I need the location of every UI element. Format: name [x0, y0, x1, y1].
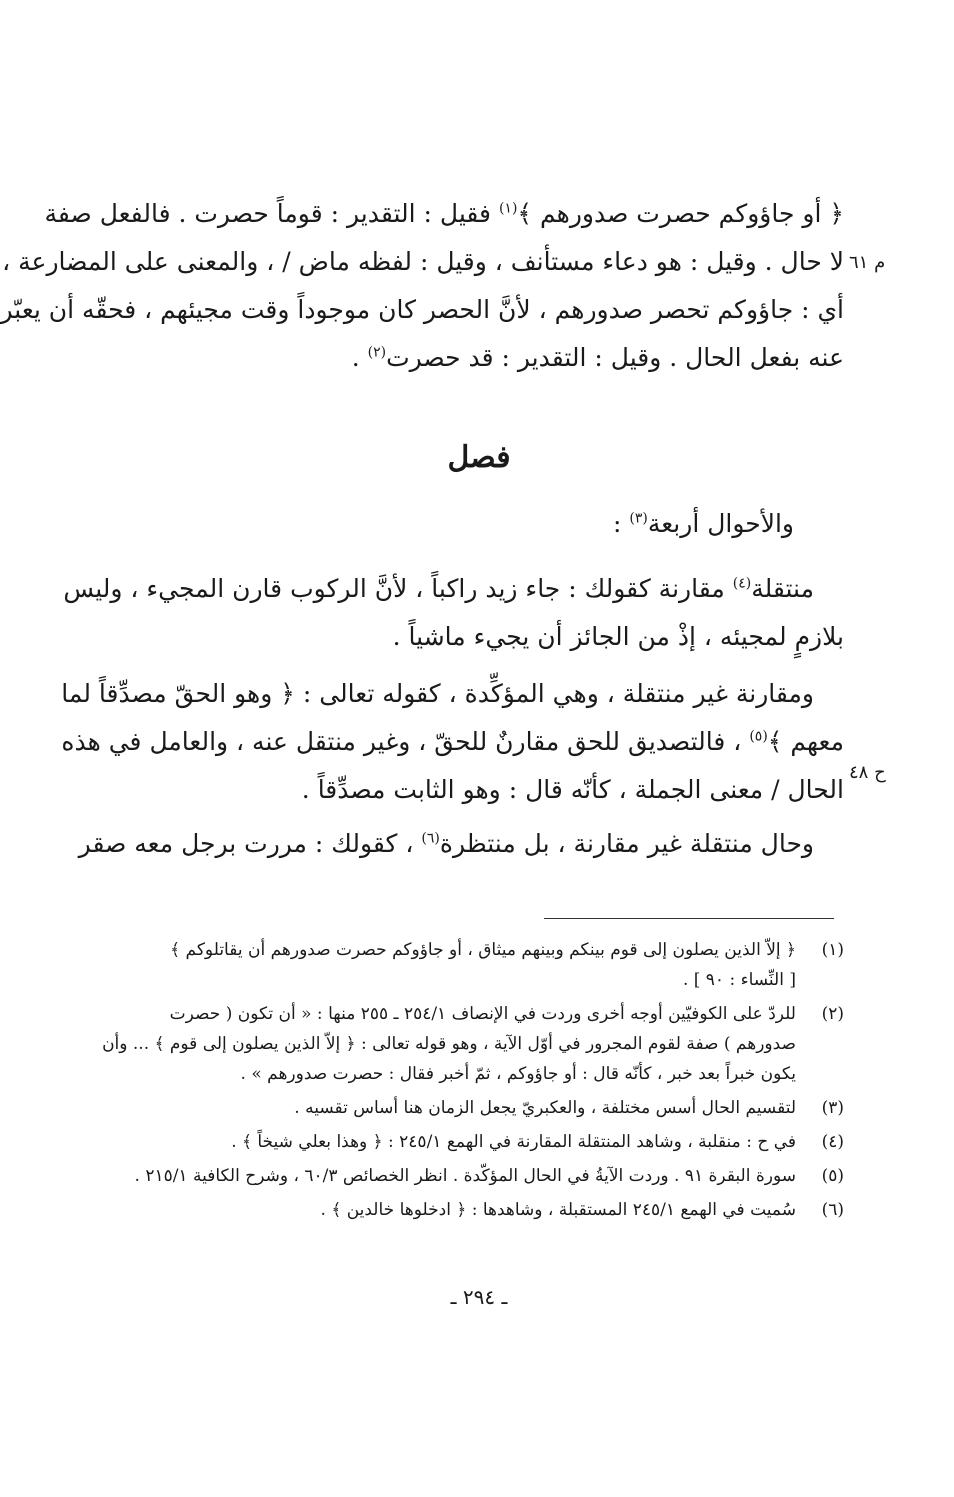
margin-note-m61: م ٦١ [849, 252, 886, 273]
footnote-ref: (١) [498, 200, 518, 217]
footnote-number: (٣) [821, 1098, 844, 1118]
footnote-ref: (٦) [421, 830, 440, 847]
footnote-number: (١) [821, 940, 844, 960]
page-number: ـ ٢٩٤ ـ [450, 1285, 508, 1309]
footnote-text: لتقسيم الحال أسس مختلفة ، والعكبريّ يجعل الزمان هنا أساس تقسيه . [294, 1098, 796, 1118]
footnote-text: سورة البقرة ٩١ . وردت الآيةُ في الحال المؤكّدة . انظر الخصائص ٦٠/٣ ، وشرح الكافية ٢١٥/١ . [134, 1166, 796, 1186]
text-line: لا حال . وقيل : هو دعاء مستأنف ، وقيل : لفظه ماض / ، والمعنى على المضارعة ، [2, 247, 844, 276]
footnote-5 [114, 1161, 844, 1191]
text-line: وحال منتقلة غير مقارنة ، بل منتظرة$^{(٦)}$ ، كقولك : مررت برجل معه صقر [78, 829, 814, 858]
footnote-ref: (٥) [749, 728, 768, 745]
footnote-3 [114, 1093, 844, 1123]
footnote-text: في ح : منقلبة ، وشاهد المنتقلة المقارنة في الهمع ٢٤٥/١ : ﴿ وهذا بعلي شيخاً ﴾ . [231, 1132, 796, 1152]
footnote-1-cont [114, 965, 844, 995]
footnote-text: سُميت في الهمع ٢٤٥/١ المستقبلة ، وشاهدها : ﴿ ادخلوها خالدين ﴾ . [320, 1200, 796, 1220]
margin-note-h48: ح ٤٨ [849, 762, 886, 783]
paragraph-2 [114, 500, 844, 548]
footnote-number: (٤) [821, 1132, 844, 1152]
text-line: معهم ﴾$^{(٥)}$ ، فالتصديق للحق مقارنٌ للحقّ ، وغير منتقل عنه ، والعامل في هذه [61, 727, 844, 756]
text-line: ﴿ أو جاؤوكم حصرت صدورهم ﴾$^{(١)}$ فقيل : التقدير : قوماً حصرت . فالفعل صفة [44, 199, 844, 228]
footnote-text: صدورهم ) صفة لقوم المجرور في أوّل الآية ، وهو قوله تعالى : ﴿ إلاّ الذين يصلون إلى قوم ﴾ ... وأن [102, 1034, 796, 1054]
text-line: منتقلة$^{(٤)}$ مقارنة كقولك : جاء زيد راكباً ، لأنَّ الركوب قارن المجيء ، وليس [63, 574, 814, 603]
footnote-number: (٦) [821, 1200, 844, 1220]
text-line: عنه بفعل الحال . وقيل : التقدير : قد حصرت$^{(٢)}$ . [351, 343, 844, 372]
footnote-text: ﴿ إلاّ الذين يصلون إلى قوم بينكم وبينهم ميثاق ، أو جاؤوكم حصرت صدورهم أن يقاتلوكم ﴾ [170, 940, 796, 960]
footnote-6 [114, 1195, 844, 1225]
footnote-2-cont [102, 1029, 844, 1059]
footnote-4 [114, 1127, 844, 1157]
text-line: بلازمٍ لمجيئه ، إذْ من الجائز أن يجيء ماشياً . [392, 622, 844, 651]
footnote-2-cont [114, 1059, 844, 1089]
footnote-text: يكون خبراً بعد خبر ، كأنّه قال : أو جاؤوكم ، ثمّ أخبر فقال : حصرت صدورهم » . [240, 1064, 796, 1084]
footnote-ref: (٣) [629, 510, 648, 527]
footnote-ref: (٤) [732, 575, 752, 592]
footnote-separator [544, 918, 834, 919]
paragraph-5 [78, 820, 844, 868]
footnote-ref: (٢) [367, 344, 387, 361]
footnote-text: للردّ على الكوفيّين أوجه أخرى وردت في الإنصاف ٢٥٤/١ ـ ٢٥٥ منها : « أن تكون ( حصرت [169, 1004, 796, 1024]
text-line: الحال / معنى الجملة ، كأنّه قال : وهو الثابت مصدِّقاً . [301, 775, 844, 804]
paragraph-4 [61, 670, 844, 814]
footnote-number: (٢) [821, 1004, 844, 1024]
footnote-2 [114, 999, 844, 1029]
paragraph-1 [0, 190, 844, 382]
text-line: أي : جاؤوكم تحصر صدورهم ، لأنَّ الحصر كان موجوداً وقت مجيئهم ، فحقّه أن يعبّر [0, 295, 844, 324]
footnote-text: [ النِّساء : ٩٠ ] . [682, 970, 796, 990]
section-heading: فصل [447, 440, 511, 475]
text-line: والأحوال أربعة$^{(٣)}$ : [613, 509, 794, 538]
text-line: ومقارنة غير منتقلة ، وهي المؤكِّدة ، كقوله تعالى : ﴿ وهو الحقّ مصدِّقاً لما [61, 679, 814, 708]
footnote-number: (٥) [821, 1166, 844, 1186]
paragraph-3 [63, 565, 844, 661]
footnotes [102, 935, 844, 1225]
footnote-1 [114, 935, 844, 965]
